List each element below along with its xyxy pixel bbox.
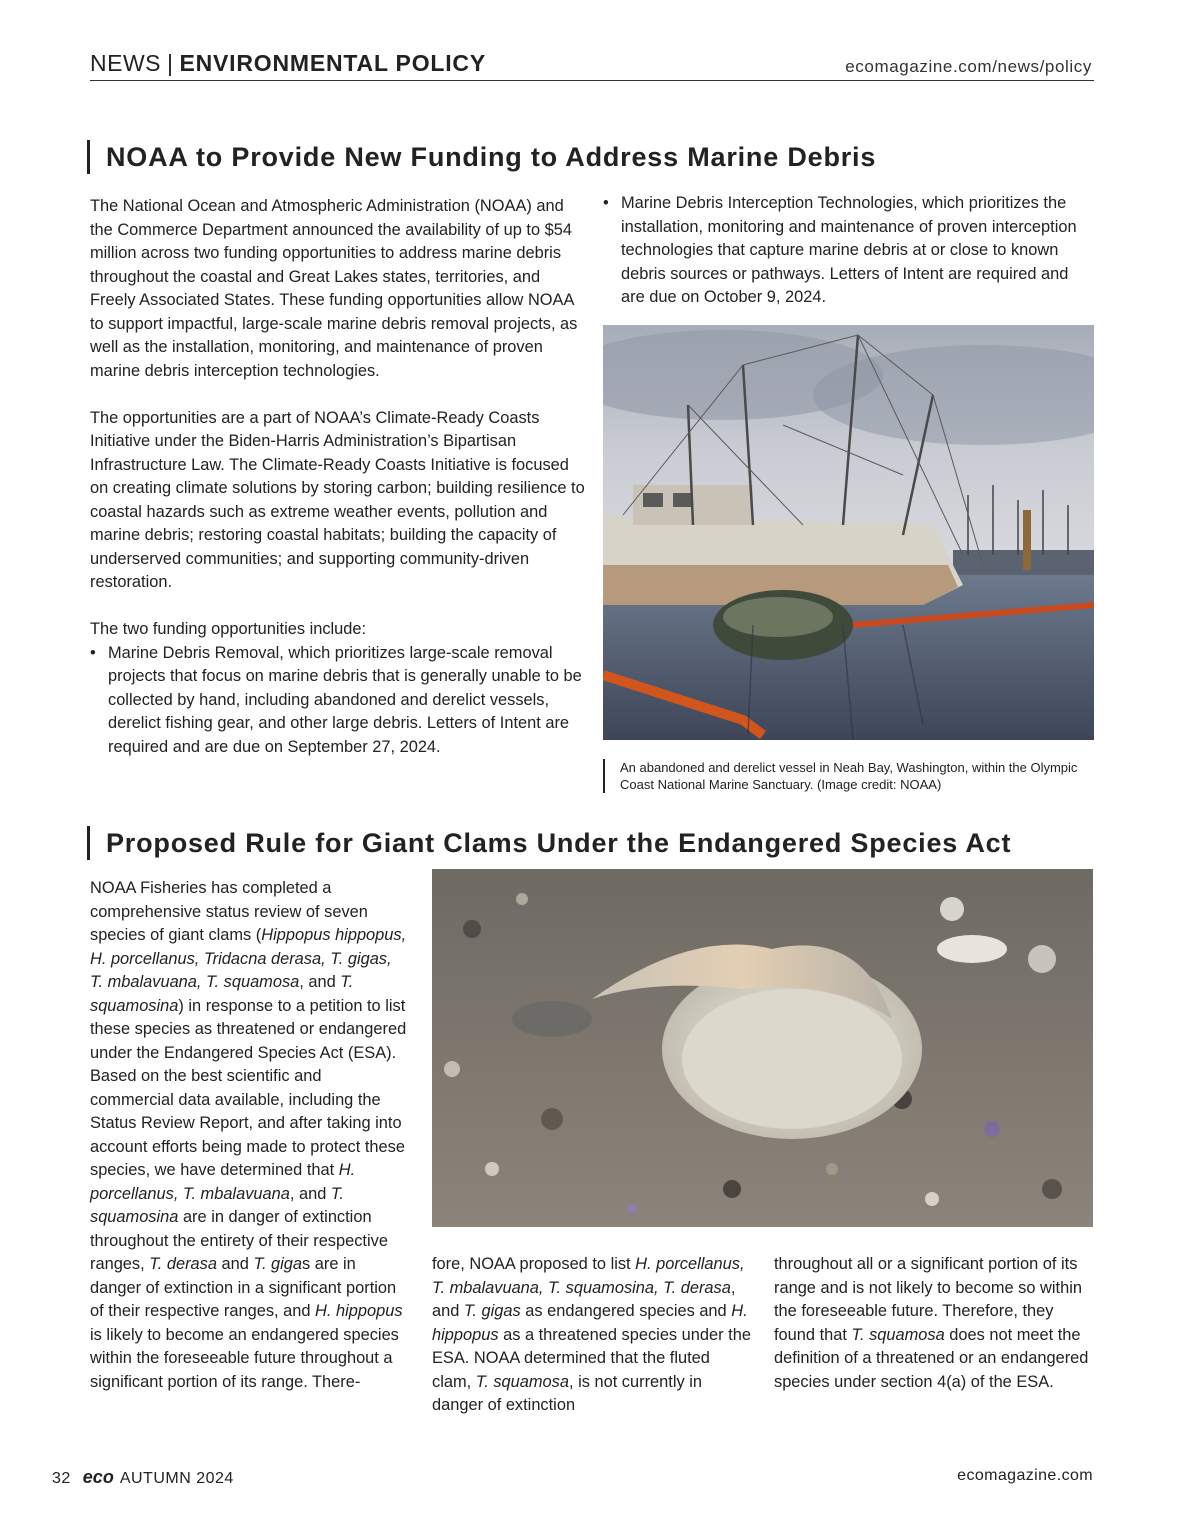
header-divider bbox=[90, 80, 1094, 81]
species-name: T. squamosina bbox=[90, 1184, 344, 1226]
article1-paragraph: The opportunities are a part of NOAA’s Climate-Ready Coasts Initiative under the Biden-Harris Administration’s Bipartisan Infrastructure Law. The Climate-Ready Coasts Initiative is focused on creating climate solutions by storing carbon; building resilience to coastal hazards such as extreme weather events, pollution and marine debris; restoring coastal habitats; building the capacity of underserved communities; and supporting community-driven restoration. bbox=[90, 408, 585, 591]
section-label: NEWS bbox=[90, 50, 161, 76]
text-run: throughout all or a significant portion of its range and is not likely to become so within the foreseeable future. Therefore, they found that bbox=[774, 1255, 1082, 1344]
clam-shell-photo bbox=[432, 869, 1093, 1227]
text-run: NOAA Fisheries has completed a comprehensive status review of seven species of giant clams ( bbox=[90, 879, 368, 944]
topic-label: ENVIRONMENTAL POLICY bbox=[179, 50, 486, 76]
species-name: T. squamosa bbox=[851, 1325, 945, 1344]
article2-title: Proposed Rule for Giant Clams Under the Endangered Species Act bbox=[87, 826, 1011, 860]
magazine-logo: eco bbox=[82, 1467, 114, 1487]
article2-paragraph bbox=[774, 1253, 1094, 1394]
text-run: , and bbox=[289, 1184, 331, 1203]
article1-title: NOAA to Provide New Funding to Address Marine Debris bbox=[87, 140, 876, 174]
text-run: is likely to become an endangered species within the foreseeable future throughout a significant portion of its range. There- bbox=[90, 1325, 399, 1391]
text-run: as endangered species and bbox=[520, 1302, 732, 1320]
species-name: T. gigas bbox=[463, 1302, 521, 1320]
footer-left bbox=[52, 1467, 234, 1488]
page-number: 32 bbox=[52, 1470, 71, 1487]
article1-paragraph: The National Ocean and Atmospheric Administration (NOAA) and the Commerce Department announced the availability of up to $54 million across two funding opportunities to address marine debris throughout the coastal and Great Lakes states, territories, and Freely Associated States. These funding opportunities allow NOAA to support impactful, large-scale marine debris removal projects, as well as the installation, monitoring, and maintenance of proven marine debris interception technologies. bbox=[90, 197, 578, 380]
header-separator: | bbox=[167, 50, 174, 76]
species-name: Hippopus hippopus, H. porcellanus, Tridacna derasa, T. gigas, T. mbalavuana, T. squamosa bbox=[90, 926, 407, 991]
bullet-text: Marine Debris Interception Technologies, which prioritizes the installation, monitoring and maintenance of proven interception technologies that capture marine debris at or close to known debris sources or pathways. Letters of Intent are required and are due on October 9, 2024. bbox=[621, 194, 1077, 306]
text-run: , and bbox=[432, 1278, 736, 1320]
article1-column-right bbox=[603, 192, 1093, 310]
text-run: does not meet the definition of a threatened or an endangered species under section 4(a) of the ESA. bbox=[774, 1325, 1089, 1391]
bullet-item bbox=[603, 192, 1093, 310]
issue-label: AUTUMN 2024 bbox=[119, 1470, 234, 1487]
header-url[interactable]: ecomagazine.com/news/policy bbox=[845, 57, 1092, 76]
article2-column-1 bbox=[90, 877, 408, 1394]
species-name: T. squamosa bbox=[475, 1372, 569, 1391]
species-name: H. porcellanus, T. mbalavuana, T. squamosina, T. derasa bbox=[432, 1255, 745, 1297]
article2-column-3 bbox=[774, 1253, 1094, 1394]
article1-paragraph: The two funding opportunities include: bbox=[90, 620, 367, 638]
photo-caption: An abandoned and derelict vessel in Neah Bay, Washington, within the Olympic Coast National Marine Sanctuary. (Image credit: NOAA) bbox=[603, 759, 1090, 793]
species-name: H. porcellanus, T. mbalavuana bbox=[90, 1161, 356, 1203]
species-name: T. squamosina bbox=[90, 973, 354, 1015]
article1-column-left bbox=[90, 195, 585, 759]
text-run: and bbox=[216, 1255, 254, 1273]
species-name: H. hippopus bbox=[315, 1302, 403, 1320]
bullet-dot: • bbox=[603, 194, 609, 212]
bullet-text: Marine Debris Removal, which prioritizes large-scale removal projects that focus on marine debris that is generally unable to be collected by hand, including abandoned and derelict vessels, derelict fishing gear, and other large debris. Letters of Intent are required and are due on September 27, 2024. bbox=[108, 643, 582, 756]
bullet-dot: • bbox=[90, 643, 96, 662]
text-run: fore, NOAA proposed to list bbox=[432, 1255, 636, 1273]
section-header bbox=[90, 50, 486, 77]
text-run: s are in danger of extinction in a significant portion of their respective ranges, and bbox=[90, 1255, 397, 1320]
footer-site-link[interactable]: ecomagazine.com bbox=[957, 1467, 1093, 1484]
derelict-vessel-photo bbox=[603, 325, 1094, 740]
species-name: T. giga bbox=[253, 1255, 303, 1273]
article2-paragraph bbox=[432, 1253, 752, 1418]
text-run: , and bbox=[299, 973, 341, 991]
text-run: , is not currently in danger of extinction bbox=[432, 1372, 702, 1414]
text-run: as a threatened species under the ESA. NOAA determined that the fluted clam, bbox=[432, 1325, 751, 1391]
bullet-item bbox=[90, 642, 585, 760]
article2-column-2 bbox=[432, 1253, 752, 1418]
species-name: H. hippopus bbox=[432, 1302, 748, 1344]
text-run: are in danger of extinction throughout the entirety of their respective ranges, bbox=[90, 1208, 388, 1273]
species-name: T. derasa bbox=[149, 1255, 217, 1273]
article2-paragraph bbox=[90, 877, 408, 1394]
text-run: ) in response to a petition to list these species as threatened or endangered under the Endangered Species Act (ESA). Based on the best scientific and commercial data available, including the Status Review Report, and after taking into account efforts being made to protect these species, we have determined that bbox=[90, 996, 407, 1179]
